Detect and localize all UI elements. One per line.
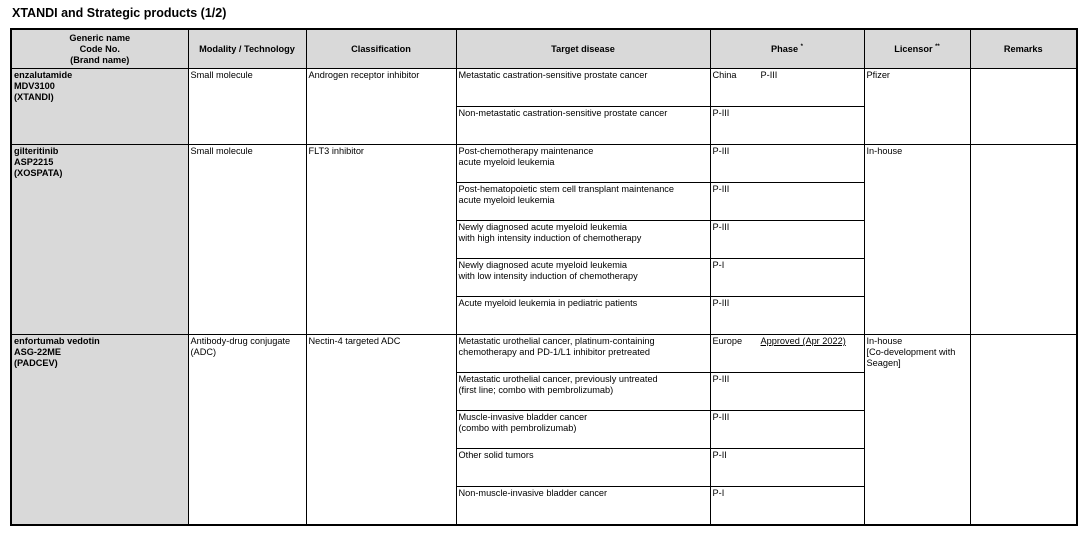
classification-cell: FLT3 inhibitor — [306, 145, 456, 335]
target-disease-cell: Newly diagnosed acute myeloid leukemia with high intensity induction of chemotherapy — [456, 221, 710, 259]
target-disease-cell: Metastatic urothelial cancer, previously untreated (first line; combo with pembrolizumab) — [456, 373, 710, 411]
phase-cell — [710, 221, 864, 259]
target-disease-cell: Post-hematopoietic stem cell transplant maintenance acute myeloid leukemia — [456, 183, 710, 221]
licensor-footnote-mark: ** — [935, 44, 940, 51]
header-target-disease: Target disease — [456, 29, 710, 69]
phase-value: P-II — [712, 450, 727, 460]
phase-value: P-III — [712, 298, 730, 308]
phase-value: P-III — [712, 222, 730, 232]
phase-cell — [710, 335, 864, 373]
phase-cell — [710, 297, 864, 335]
header-phase: Phase * — [710, 29, 864, 69]
target-disease-cell: Metastatic urothelial cancer, platinum-containing chemotherapy and PD-1/L1 inhibitor pretreated — [456, 335, 710, 373]
target-disease-cell: Non-metastatic castration-sensitive prostate cancer — [456, 107, 710, 145]
header-licensor: Licensor ** — [864, 29, 970, 69]
target-disease-cell: Non-muscle-invasive bladder cancer — [456, 487, 710, 526]
modality-cell: Small molecule — [188, 145, 306, 335]
phase-cell — [710, 449, 864, 487]
target-disease-cell: Metastatic castration-sensitive prostate cancer — [456, 69, 710, 107]
phase-cell — [710, 373, 864, 411]
phase-cell — [710, 487, 864, 526]
generic-name-cell: enzalutamide MDV3100 (XTANDI) — [11, 69, 188, 145]
page-title: XTANDI and Strategic products (1/2) — [12, 6, 227, 20]
target-disease-cell: Acute myeloid leukemia in pediatric patients — [456, 297, 710, 335]
licensor-cell: Pfizer — [864, 69, 970, 145]
remarks-cell — [970, 335, 1077, 526]
phase-value: Approved (Apr 2022) — [760, 336, 846, 346]
phase-value: P-III — [712, 146, 730, 156]
phase-region: Europe — [712, 336, 743, 346]
phase-value: P-III — [712, 108, 730, 118]
licensor-cell: In-house [Co-development with Seagen] — [864, 335, 970, 526]
modality-cell: Antibody-drug conjugate (ADC) — [188, 335, 306, 526]
phase-cell — [710, 107, 864, 145]
generic-name-cell: enfortumab vedotin ASG-22ME (PADCEV) — [11, 335, 188, 526]
target-disease-cell: Other solid tumors — [456, 449, 710, 487]
header-classification: Classification — [306, 29, 456, 69]
target-disease-cell: Muscle-invasive bladder cancer (combo with pembrolizumab) — [456, 411, 710, 449]
phase-value: P-III — [712, 374, 730, 384]
phase-value: P-III — [712, 184, 730, 194]
phase-cell — [710, 69, 864, 107]
phase-value: P-III — [760, 70, 778, 80]
phase-value: P-III — [712, 412, 730, 422]
phase-cell — [710, 145, 864, 183]
header-modality: Modality / Technology — [188, 29, 306, 69]
target-disease-cell: Post-chemotherapy maintenance acute myeloid leukemia — [456, 145, 710, 183]
pipeline-table — [10, 28, 1078, 526]
licensor-cell: In-house — [864, 145, 970, 335]
table-row — [11, 335, 1077, 373]
target-disease-cell: Newly diagnosed acute myeloid leukemia with low intensity induction of chemotherapy — [456, 259, 710, 297]
phase-value: P-I — [712, 488, 725, 498]
phase-cell — [710, 411, 864, 449]
phase-footnote-mark: * — [800, 44, 803, 51]
classification-cell: Androgen receptor inhibitor — [306, 69, 456, 145]
phase-value: P-I — [712, 260, 725, 270]
phase-cell — [710, 183, 864, 221]
header-generic-name: Generic name Code No. (Brand name) — [11, 29, 188, 69]
phase-region: China — [712, 70, 737, 80]
remarks-cell — [970, 145, 1077, 335]
phase-cell — [710, 259, 864, 297]
generic-name-cell: gilteritinib ASP2215 (XOSPATA) — [11, 145, 188, 335]
remarks-cell — [970, 69, 1077, 145]
header-remarks: Remarks — [970, 29, 1077, 69]
modality-cell: Small molecule — [188, 69, 306, 145]
table-row — [11, 145, 1077, 183]
classification-cell: Nectin-4 targeted ADC — [306, 335, 456, 526]
table-row — [11, 69, 1077, 107]
header-row — [11, 29, 1077, 69]
